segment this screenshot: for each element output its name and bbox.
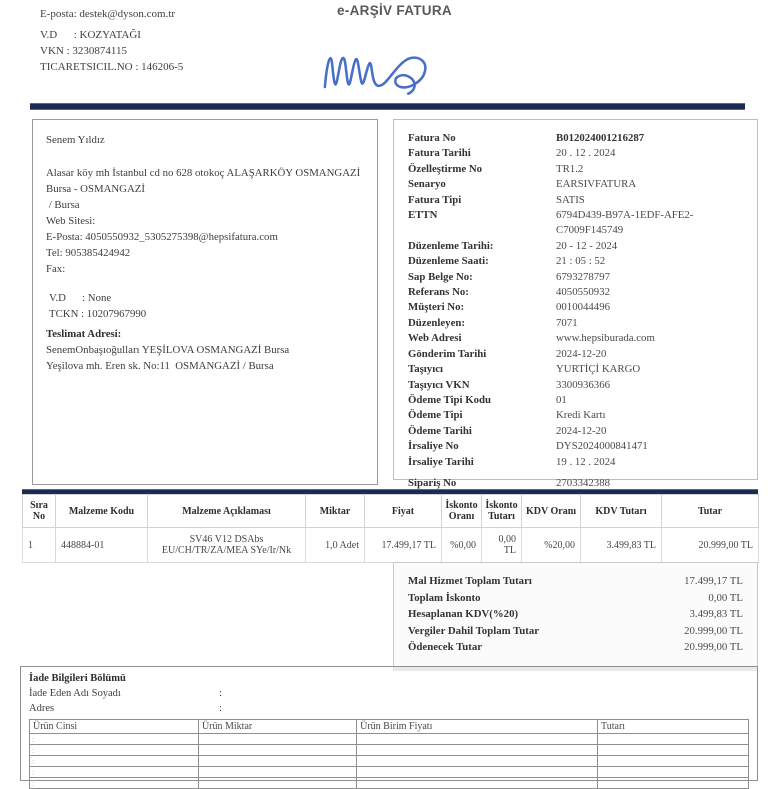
divider-bar-top — [30, 103, 745, 110]
return-col-urun-miktar: Ürün Miktar — [198, 720, 356, 734]
return-cell — [357, 756, 598, 767]
invoice-field-value: EARSIVFATURA — [556, 178, 637, 191]
return-cell — [198, 756, 356, 767]
invoice-field-label: Taşıyıcı VKN — [408, 378, 470, 391]
total-row — [408, 573, 743, 590]
col-header-miktar: Miktar — [306, 495, 365, 528]
invoice-field-label: Müşteri No: — [408, 301, 465, 314]
item-fiyat: 17.499,17 TL — [365, 528, 442, 563]
return-cell — [357, 745, 598, 756]
invoice-field-value: 3300936366 — [556, 378, 610, 391]
total-value: 20.999,00 TL — [684, 624, 743, 637]
item-row — [23, 528, 759, 563]
invoice-details-box — [393, 119, 758, 489]
invoice-field-row — [408, 439, 743, 454]
total-label: Vergiler Dahil Toplam Tutar — [408, 624, 540, 637]
return-cell: : — [30, 778, 199, 789]
return-cell — [597, 756, 748, 767]
total-label: Toplam İskonto — [408, 591, 481, 604]
signature-icon — [320, 47, 432, 97]
invoice-field-label: Fatura No — [408, 132, 456, 144]
invoice-field-value: 20 - 12 - 2024 — [556, 239, 618, 252]
total-value: 17.499,17 TL — [684, 575, 743, 587]
invoice-field-label: İrsaliye Tarihi — [408, 455, 474, 468]
return-col-urun-birim-fiyati: Ürün Birim Fiyatı — [357, 720, 598, 734]
return-col-urun-cinsi: Ürün Cinsi — [30, 720, 199, 734]
buyer-tel-line: Tel: 905385424942 — [46, 247, 131, 259]
return-address-field — [29, 701, 749, 716]
col-header-kdv-orani: KDV Oranı — [522, 495, 581, 528]
buyer-city-line: / Bursa — [46, 199, 80, 211]
item-iskonto-orani: %0,00 — [442, 528, 482, 563]
invoice-field-label: Gönderim Tarihi — [408, 347, 487, 360]
return-cell: : — [30, 734, 199, 745]
return-name-field — [29, 686, 749, 701]
item-sira: 1 — [23, 528, 56, 563]
buyer-tax-office-line: V.D : None — [49, 292, 112, 304]
invoice-field-row — [408, 393, 743, 408]
seller-trade-registry-line: TICARETSICIL.NO : 146206-5 — [40, 61, 184, 73]
invoice-field-row — [408, 476, 743, 491]
col-header-tutar: Tutar — [662, 495, 759, 528]
invoice-field-label: Düzenleyen: — [408, 316, 465, 329]
col-header-sira-no: Sıra No — [23, 495, 56, 528]
item-kod: 448884-01 — [56, 528, 148, 563]
col-header-malzeme-aciklamasi: Malzeme Açıklaması — [148, 495, 306, 528]
line-items-table — [22, 494, 759, 563]
total-value: 0,00 TL — [708, 591, 743, 604]
invoice-field-row — [408, 239, 743, 254]
return-empty-row — [30, 745, 749, 756]
invoice-field-value: 6793278797 — [556, 270, 610, 283]
invoice-field-row — [408, 285, 743, 300]
invoice-field-label: Düzenleme Tarihi: — [408, 239, 494, 252]
col-header-fiyat: Fiyat — [365, 495, 442, 528]
page-title: e-ARŞİV FATURA — [337, 3, 452, 18]
invoice-field-row — [408, 331, 743, 346]
invoice-field-label: Özelleştirme No — [408, 162, 483, 175]
return-cell — [357, 778, 598, 789]
total-value: 3.499,83 TL — [689, 608, 743, 621]
invoice-field-label: Ödeme Tipi — [408, 409, 463, 422]
item-tutar: 20.999,00 TL — [662, 528, 759, 563]
buyer-website-line: Web Sitesi: — [46, 215, 96, 227]
totals-box — [393, 562, 758, 667]
return-cell — [597, 767, 748, 778]
invoice-field-value: 01 — [556, 393, 567, 406]
return-cell — [198, 734, 356, 745]
return-name-label: İade Eden Adı Soyadı — [29, 688, 121, 699]
item-kdv-tutari: 3.499,83 TL — [581, 528, 662, 563]
return-section-title: İade Bilgileri Bölümü — [29, 673, 126, 684]
total-row — [408, 639, 743, 656]
return-address-label: Adres — [29, 703, 55, 714]
col-header-kdv-tutari: KDV Tutarı — [581, 495, 662, 528]
buyer-tckn-line: TCKN : 10207967990 — [49, 308, 147, 320]
invoice-field-row — [408, 177, 743, 192]
return-items-table — [29, 719, 749, 789]
return-cell — [198, 767, 356, 778]
invoice-field-value: YURTİÇİ KARGO — [556, 363, 641, 376]
invoice-field-label: Sipariş No — [408, 476, 457, 489]
invoice-field-label: Ödeme Tarihi — [408, 424, 472, 437]
invoice-field-row — [408, 378, 743, 393]
invoice-field-label: Sap Belge No: — [408, 270, 473, 283]
return-address-separator: : — [219, 703, 222, 714]
total-value: 20.999,00 TL — [684, 641, 743, 654]
total-row — [408, 590, 743, 607]
total-row — [408, 623, 743, 640]
delivery-address-label: Teslimat Adresi: — [46, 328, 122, 340]
return-cell — [198, 745, 356, 756]
return-name-separator: : — [219, 688, 222, 699]
invoice-field-row — [408, 146, 743, 161]
invoice-field-value: 2024-12-20 — [556, 347, 607, 360]
invoice-field-row — [408, 424, 743, 439]
return-empty-row — [30, 767, 749, 778]
invoice-field-value: TR1.2 — [556, 162, 584, 175]
invoice-field-value: 21 : 05 : 52 — [556, 255, 606, 268]
invoice-field-row — [408, 193, 743, 208]
invoice-field-value: 20 . 12 . 2024 — [556, 147, 616, 160]
invoice-field-value: Kredi Kartı — [556, 409, 606, 422]
delivery-address-line2: Yeşilova mh. Eren sk. No:11 OSMANGAZİ / Bursa — [46, 360, 274, 372]
invoice-field-value: www.hepsiburada.com — [556, 332, 655, 345]
return-cell — [357, 734, 598, 745]
invoice-field-row — [408, 408, 743, 423]
return-cell: : — [30, 745, 199, 756]
return-cell — [357, 767, 598, 778]
invoice-field-row — [408, 455, 743, 470]
seller-email-line: E-posta: destek@dyson.com.tr — [40, 8, 176, 20]
invoice-field-value: 2024-12-20 — [556, 424, 607, 437]
buyer-name: Senem Yıldız — [46, 134, 105, 146]
return-table-header-row — [30, 720, 749, 734]
invoice-field-row — [408, 347, 743, 362]
total-label: Hesaplanan KDV(%20) — [408, 608, 519, 621]
invoice-field-row — [408, 270, 743, 285]
seller-tax-office-line: V.D : KOZYATAĞI — [40, 29, 141, 41]
return-empty-row — [30, 734, 749, 745]
invoice-field-row — [408, 300, 743, 315]
return-cell — [597, 734, 748, 745]
return-col-tutari: Tutarı — [597, 720, 748, 734]
buyer-email-line: E-Posta: 4050550932_5305275398@hepsifatura.com — [46, 231, 278, 243]
return-cell — [597, 778, 748, 789]
invoice-field-value: 0010044496 — [556, 301, 610, 314]
invoice-field-value: SATIS — [556, 193, 585, 206]
invoice-field-label: Web Adresi — [408, 332, 462, 345]
total-label: Mal Hizmet Toplam Tutarı — [408, 575, 532, 587]
col-header-malzeme-kodu: Malzeme Kodu — [56, 495, 148, 528]
buyer-fax-line: Fax: — [46, 263, 66, 275]
buyer-info-box — [32, 119, 378, 485]
invoice-field-label: Düzenleme Saati: — [408, 255, 489, 268]
items-header-row — [23, 495, 759, 528]
invoice-field-label: Ödeme Tipi Kodu — [408, 393, 492, 406]
invoice-field-value: 6794D439-B97A-1EDF-AFE2-C7009F145749 — [556, 209, 694, 237]
item-aciklama: SV46 V12 DSAbs EU/CH/TR/ZA/MEA SYe/Ir/Nk — [148, 528, 306, 563]
invoice-field-value: 7071 — [556, 316, 578, 329]
seller-info-block — [40, 6, 183, 75]
item-kdv-orani: %20,00 — [522, 528, 581, 563]
invoice-field-label: ETTN — [408, 209, 438, 222]
return-cell: : — [30, 756, 199, 767]
return-empty-row — [30, 778, 749, 789]
invoice-field-label: Fatura Tarihi — [408, 147, 471, 160]
invoice-field-row — [408, 254, 743, 269]
delivery-address-line1: SenemOnbaşıoğulları YEŞİLOVA OSMANGAZİ Bursa — [46, 344, 290, 356]
return-empty-row — [30, 756, 749, 767]
col-header-iskonto-tutari: İskonto Tutarı — [482, 495, 522, 528]
invoice-field-value: 19 . 12 . 2024 — [556, 455, 616, 468]
total-row — [408, 606, 743, 623]
invoice-field-row — [408, 131, 743, 146]
invoice-field-label: İrsaliye No — [408, 440, 459, 453]
invoice-field-row — [408, 162, 743, 177]
invoice-field-row — [408, 208, 743, 239]
invoice-field-label: Fatura Tipi — [408, 193, 462, 206]
invoice-field-row — [408, 316, 743, 331]
invoice-field-label: Senaryo — [408, 178, 446, 191]
return-cell — [597, 745, 748, 756]
item-iskonto-tutari: 0,00 TL — [482, 528, 522, 563]
invoice-field-value: B012024001216287 — [556, 132, 645, 144]
col-header-iskonto-orani: İskonto Oranı — [442, 495, 482, 528]
buyer-address: Alasar köy mh İstanbul cd no 628 otokoç ALAŞARKÖY OSMANGAZİ Bursa - OSMANGAZİ — [46, 167, 361, 195]
invoice-field-value: DYS2024000841471 — [556, 440, 648, 453]
invoice-field-value: 2703342388 — [556, 476, 610, 489]
invoice-field-row — [408, 362, 743, 377]
return-cell: : — [30, 767, 199, 778]
seller-vkn-line: VKN : 3230874115 — [40, 45, 127, 57]
invoice-field-label: Referans No: — [408, 286, 469, 299]
return-cell — [198, 778, 356, 789]
total-label: Ödenecek Tutar — [408, 641, 483, 654]
item-miktar: 1,0 Adet — [306, 528, 365, 563]
invoice-field-value: 4050550932 — [556, 286, 610, 299]
return-info-section — [20, 666, 758, 788]
invoice-field-label: Taşıyıcı — [408, 363, 443, 376]
